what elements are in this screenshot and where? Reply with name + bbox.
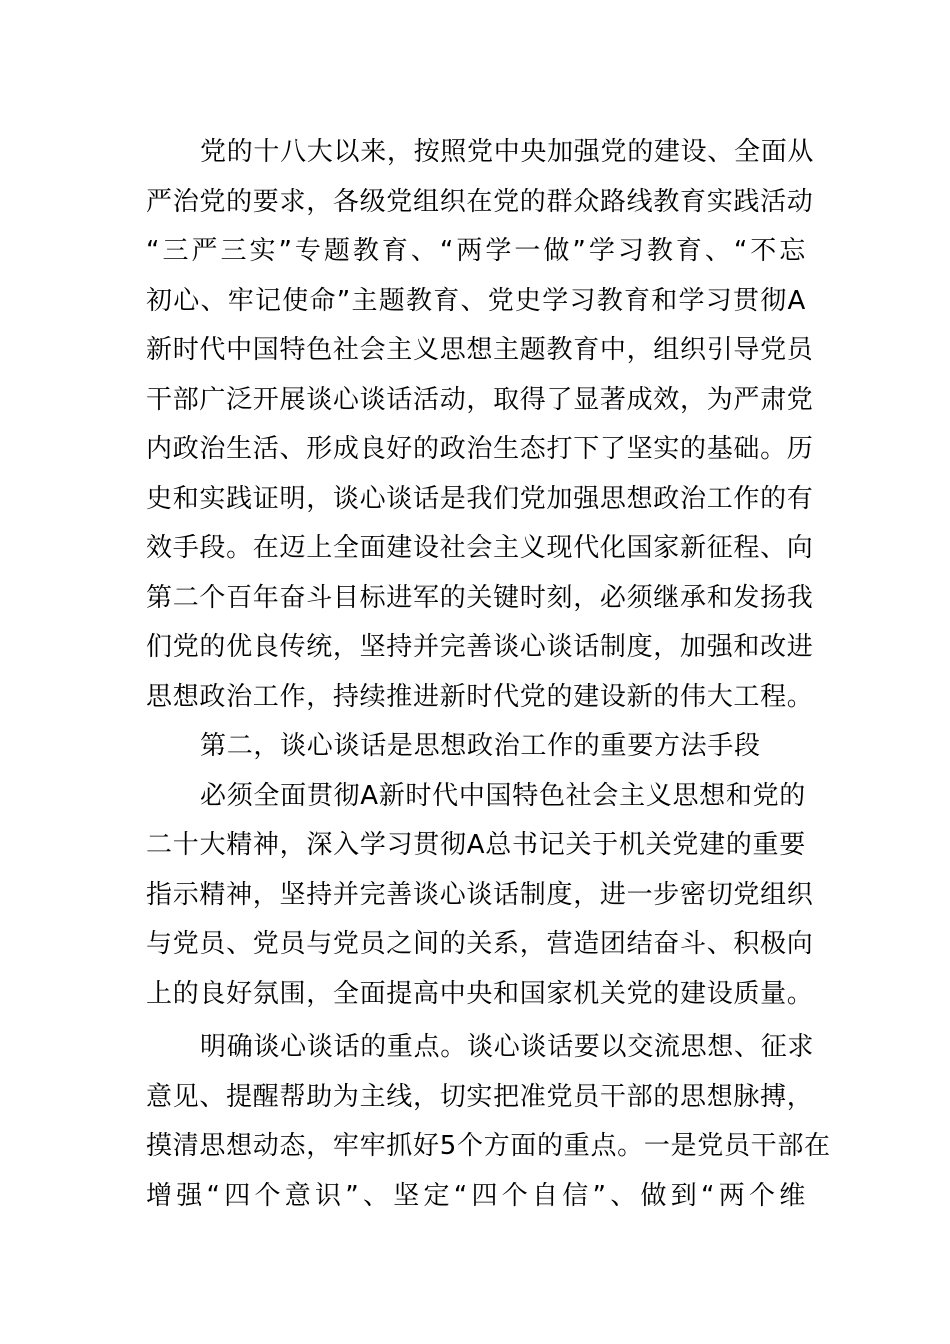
section-heading-second bbox=[146, 722, 806, 772]
text-line: 二十大精神，深入学习贯彻A总书记关于机关党建的重要 bbox=[146, 830, 806, 860]
text-line: 新时代中国特色社会主义思想主题教育中，组织引导党员 bbox=[146, 335, 814, 365]
paragraph-party-history bbox=[146, 128, 815, 722]
paragraph-key-points bbox=[146, 1023, 831, 1221]
document-body bbox=[146, 128, 831, 1221]
text-line: 第二个百年奋斗目标进军的关键时刻，必须继承和发扬我 bbox=[146, 582, 814, 613]
text-line: 摸清思想动态，牢牢抓好5个方面的重点。一是党员干部在 bbox=[146, 1131, 831, 1161]
text-line: 与党员、党员与党员之间的关系，营造团结奋斗、积极向 bbox=[146, 929, 814, 959]
text-line: 效手段。在迈上全面建设社会主义现代化国家新征程、向 bbox=[146, 533, 814, 563]
text-line: 们党的优良传统，坚持并完善谈心谈话制度，加强和改进 bbox=[146, 632, 814, 662]
text-line: “三严三实”专题教育、“两学一做”学习教育、“不忘 bbox=[146, 236, 806, 266]
text-line: 思想政治工作，持续推进新时代党的建设新的伟大工程。 bbox=[146, 681, 814, 712]
text-line: 意见、提醒帮助为主线，切实把准党员干部的思想脉搏， bbox=[146, 1081, 814, 1112]
text-line: 党的十八大以来，按照党中央加强党的建设、全面从 bbox=[200, 137, 815, 167]
text-line: 史和实践证明，谈心谈话是我们党加强思想政治工作的有 bbox=[146, 483, 814, 514]
text-line: 内政治生活、形成良好的政治生态打下了坚实的基础。历 bbox=[146, 434, 814, 464]
text-line: 明确谈心谈话的重点。谈心谈话要以交流思想、征求 bbox=[200, 1032, 815, 1062]
text-line: 初心、牢记使命”主题教育、党史学习教育和学习贯彻A bbox=[146, 285, 806, 316]
text-line: 指示精神，坚持并完善谈心谈话制度，进一步密切党组织 bbox=[146, 879, 814, 910]
text-line: 严治党的要求，各级党组织在党的群众路线教育实践活动 bbox=[146, 186, 814, 217]
text-line: 上的良好氛围，全面提高中央和国家机关党的建设质量。 bbox=[146, 978, 814, 1009]
text-line: 干部广泛开展谈心谈话活动，取得了显著成效，为严肃党 bbox=[146, 384, 814, 415]
text-line: 必须全面贯彻A新时代中国特色社会主义思想和党的 bbox=[200, 780, 806, 811]
section-heading: 第二，谈心谈话是思想政治工作的重要方法手段 bbox=[200, 731, 761, 761]
text-line: 增强“四个意识”、坚定“四个自信”、做到“两个维 bbox=[146, 1180, 806, 1211]
paragraph-implementation bbox=[146, 772, 814, 1020]
